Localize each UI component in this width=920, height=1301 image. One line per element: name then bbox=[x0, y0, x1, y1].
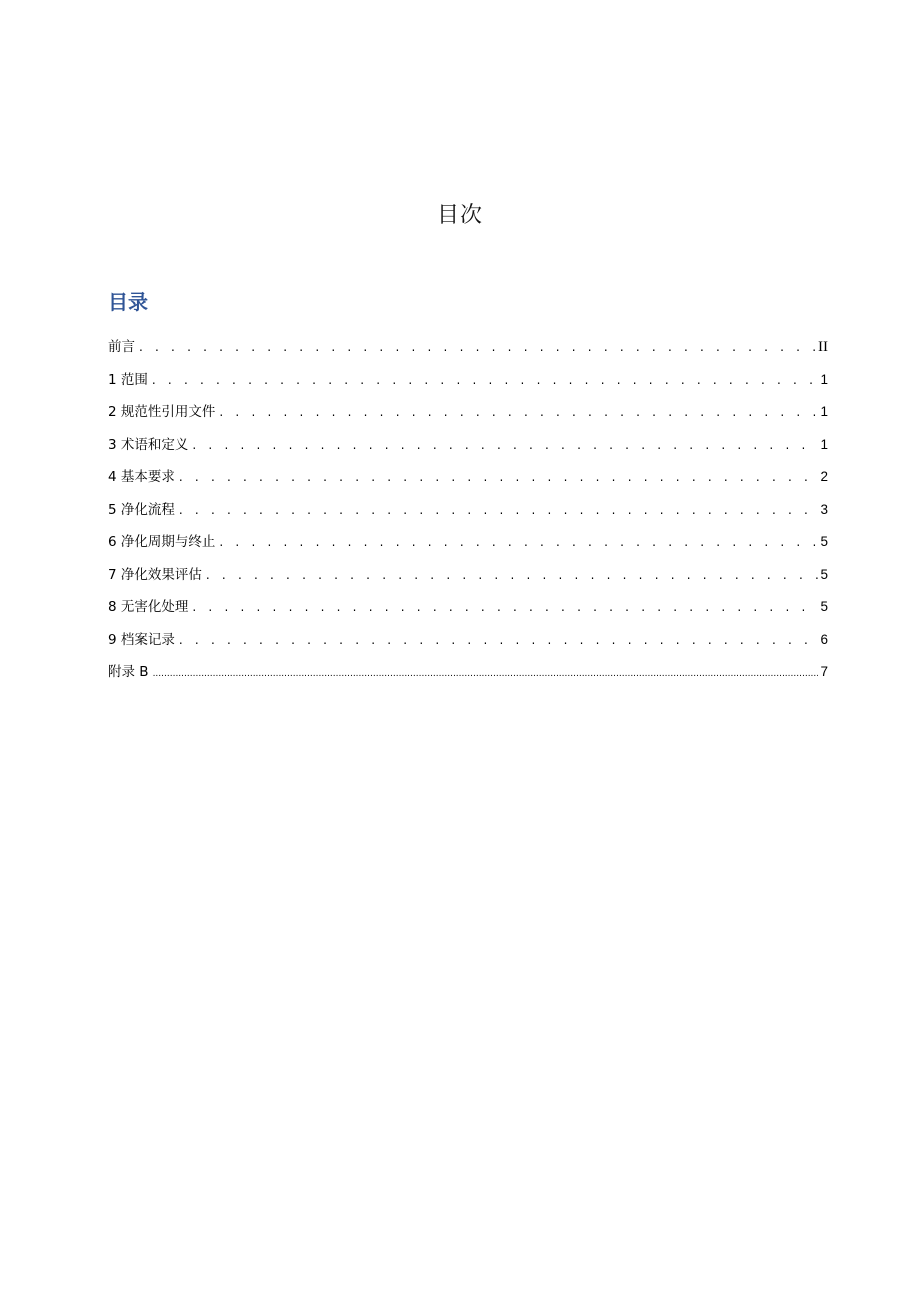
page-title: 目次 bbox=[436, 203, 483, 228]
toc-leader-dots bbox=[192, 591, 818, 624]
toc-leader-dots bbox=[179, 461, 819, 494]
toc-entry-title: 9 档案记录 bbox=[108, 631, 175, 648]
toc-entry-basic-requirements[interactable] bbox=[108, 461, 828, 494]
toc-leader-dots bbox=[206, 559, 819, 592]
toc-entry-title: 4 基本要求 bbox=[108, 469, 175, 485]
toc-entry-page: 1 bbox=[820, 371, 828, 387]
toc-leader-dots bbox=[139, 331, 816, 364]
toc-entry-title: 3 术语和定义 bbox=[108, 436, 189, 453]
toc-entry-title: 1 范围 bbox=[108, 371, 148, 388]
toc-entry-page: 5 bbox=[820, 566, 828, 582]
toc-leader-dots bbox=[153, 658, 819, 691]
toc-entry-title: 附录 B bbox=[108, 664, 149, 680]
toc-entry-harmless-treatment[interactable] bbox=[108, 591, 828, 624]
toc-entry-title: 7 净化效果评估 bbox=[108, 566, 202, 583]
toc-leader-dots bbox=[179, 624, 819, 657]
toc-entry-title: 5 净化流程 bbox=[108, 501, 175, 518]
toc-entry-page: 7 bbox=[820, 664, 828, 679]
toc-entry-terms-definitions[interactable] bbox=[108, 429, 828, 462]
toc-entry-page: 5 bbox=[820, 599, 828, 614]
toc-entry-records[interactable] bbox=[108, 624, 828, 657]
table-of-contents bbox=[108, 331, 828, 689]
toc-leader-dots bbox=[219, 396, 818, 429]
toc-leader-dots bbox=[219, 526, 818, 559]
toc-entry-page: 6 bbox=[820, 631, 828, 647]
toc-entry-title: 6 净化周期与终止 bbox=[108, 534, 216, 550]
toc-entry-appendix-b[interactable] bbox=[108, 656, 828, 689]
toc-leader-dots bbox=[152, 364, 819, 397]
toc-entry-title: 2 规范性引用文件 bbox=[108, 404, 216, 420]
toc-entry-foreword[interactable] bbox=[108, 331, 828, 364]
toc-entry-effect-evaluation[interactable] bbox=[108, 559, 828, 592]
toc-entry-page: 5 bbox=[820, 534, 828, 549]
toc-entry-cycle-termination[interactable] bbox=[108, 526, 828, 559]
toc-entry-title: 8 无害化处理 bbox=[108, 599, 189, 615]
toc-entry-page: II bbox=[818, 339, 828, 355]
toc-leader-dots bbox=[179, 494, 819, 527]
toc-entry-page: 3 bbox=[820, 501, 828, 517]
toc-entry-normative-references[interactable] bbox=[108, 396, 828, 429]
toc-entry-title: 前言 bbox=[108, 339, 135, 355]
toc-entry-page: 2 bbox=[820, 469, 828, 484]
toc-entry-page: 1 bbox=[820, 404, 828, 419]
toc-leader-dots bbox=[192, 429, 818, 462]
toc-entry-page: 1 bbox=[820, 436, 828, 452]
toc-heading: 目录 bbox=[108, 290, 148, 314]
toc-entry-purification-process[interactable] bbox=[108, 494, 828, 527]
toc-entry-scope[interactable] bbox=[108, 364, 828, 397]
